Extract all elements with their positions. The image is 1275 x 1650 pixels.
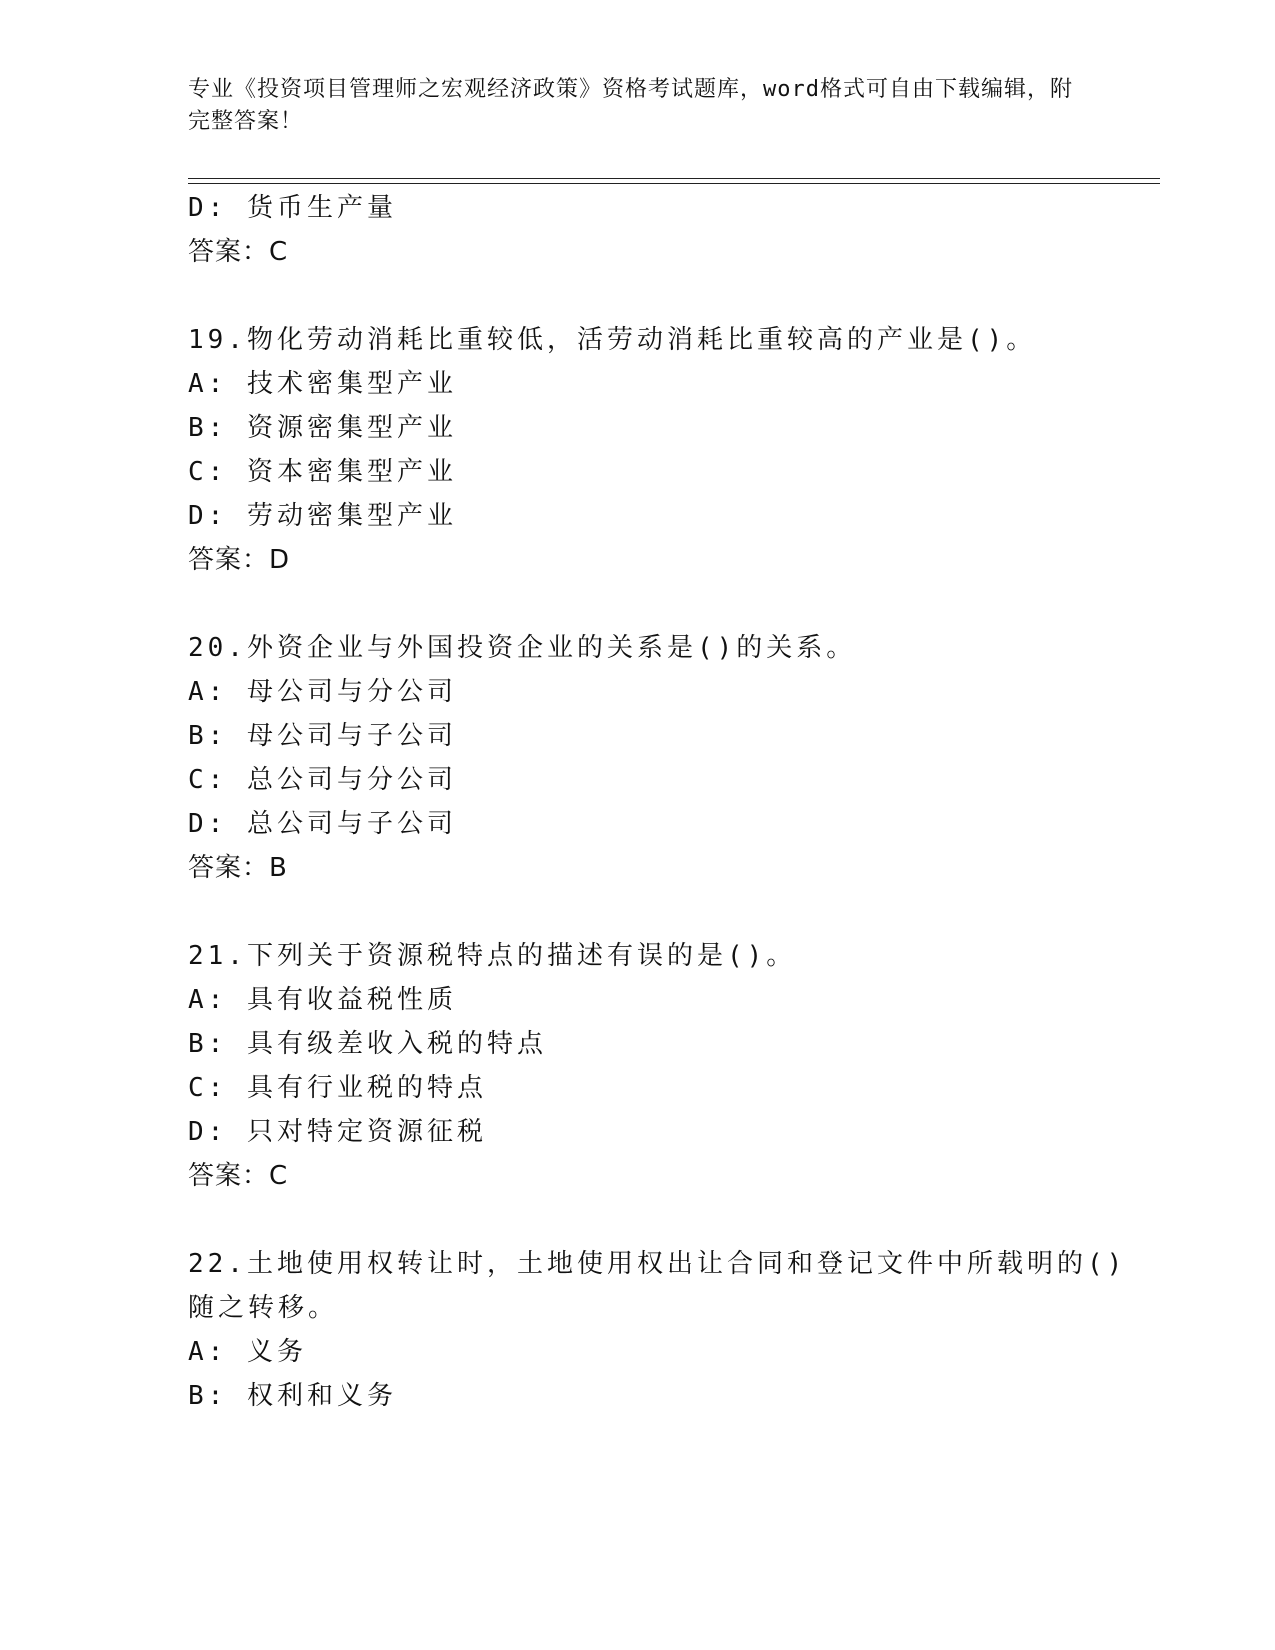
question-22-continued: 随之转移。 (188, 1293, 339, 1323)
option-line: D: 只对特定资源征税 (188, 1117, 487, 1147)
option-line: D: 劳动密集型产业 (188, 501, 457, 531)
option-line: C: 资本密集型产业 (188, 457, 457, 487)
option-line: B: 资源密集型产业 (188, 413, 457, 443)
question-22: 22.土地使用权转让时，土地使用权出让合同和登记文件中所载明的() (188, 1249, 1127, 1279)
header-rule-top (188, 178, 1160, 179)
answer-line: 答案：B (188, 853, 288, 883)
option-line: C: 总公司与分公司 (188, 765, 457, 795)
option-line: A: 技术密集型产业 (188, 369, 457, 399)
answer-line: 答案：D (188, 545, 291, 575)
document-header: 专业《投资项目管理师之宏观经济政策》资格考试题库，word格式可自由下载编辑，附完整答案！ (188, 77, 1073, 134)
option-line: B: 权利和义务 (188, 1381, 397, 1411)
answer-line: 答案：C (188, 1161, 289, 1191)
option-line: D: 货币生产量 (188, 193, 397, 223)
question-21: 21.下列关于资源税特点的描述有误的是()。 (188, 941, 797, 971)
answer-line: 答案：C (188, 237, 289, 267)
header-rule-bottom (188, 183, 1160, 184)
option-line: A: 义务 (188, 1337, 307, 1367)
option-line: D: 总公司与子公司 (188, 809, 457, 839)
question-19: 19.物化劳动消耗比重较低，活劳动消耗比重较高的产业是()。 (188, 325, 1037, 355)
option-line: B: 具有级差收入税的特点 (188, 1029, 547, 1059)
option-line: A: 母公司与分公司 (188, 677, 457, 707)
question-20: 20.外资企业与外国投资企业的关系是()的关系。 (188, 633, 857, 663)
option-line: C: 具有行业税的特点 (188, 1073, 487, 1103)
option-line: B: 母公司与子公司 (188, 721, 457, 751)
option-line: A: 具有收益税性质 (188, 985, 457, 1015)
